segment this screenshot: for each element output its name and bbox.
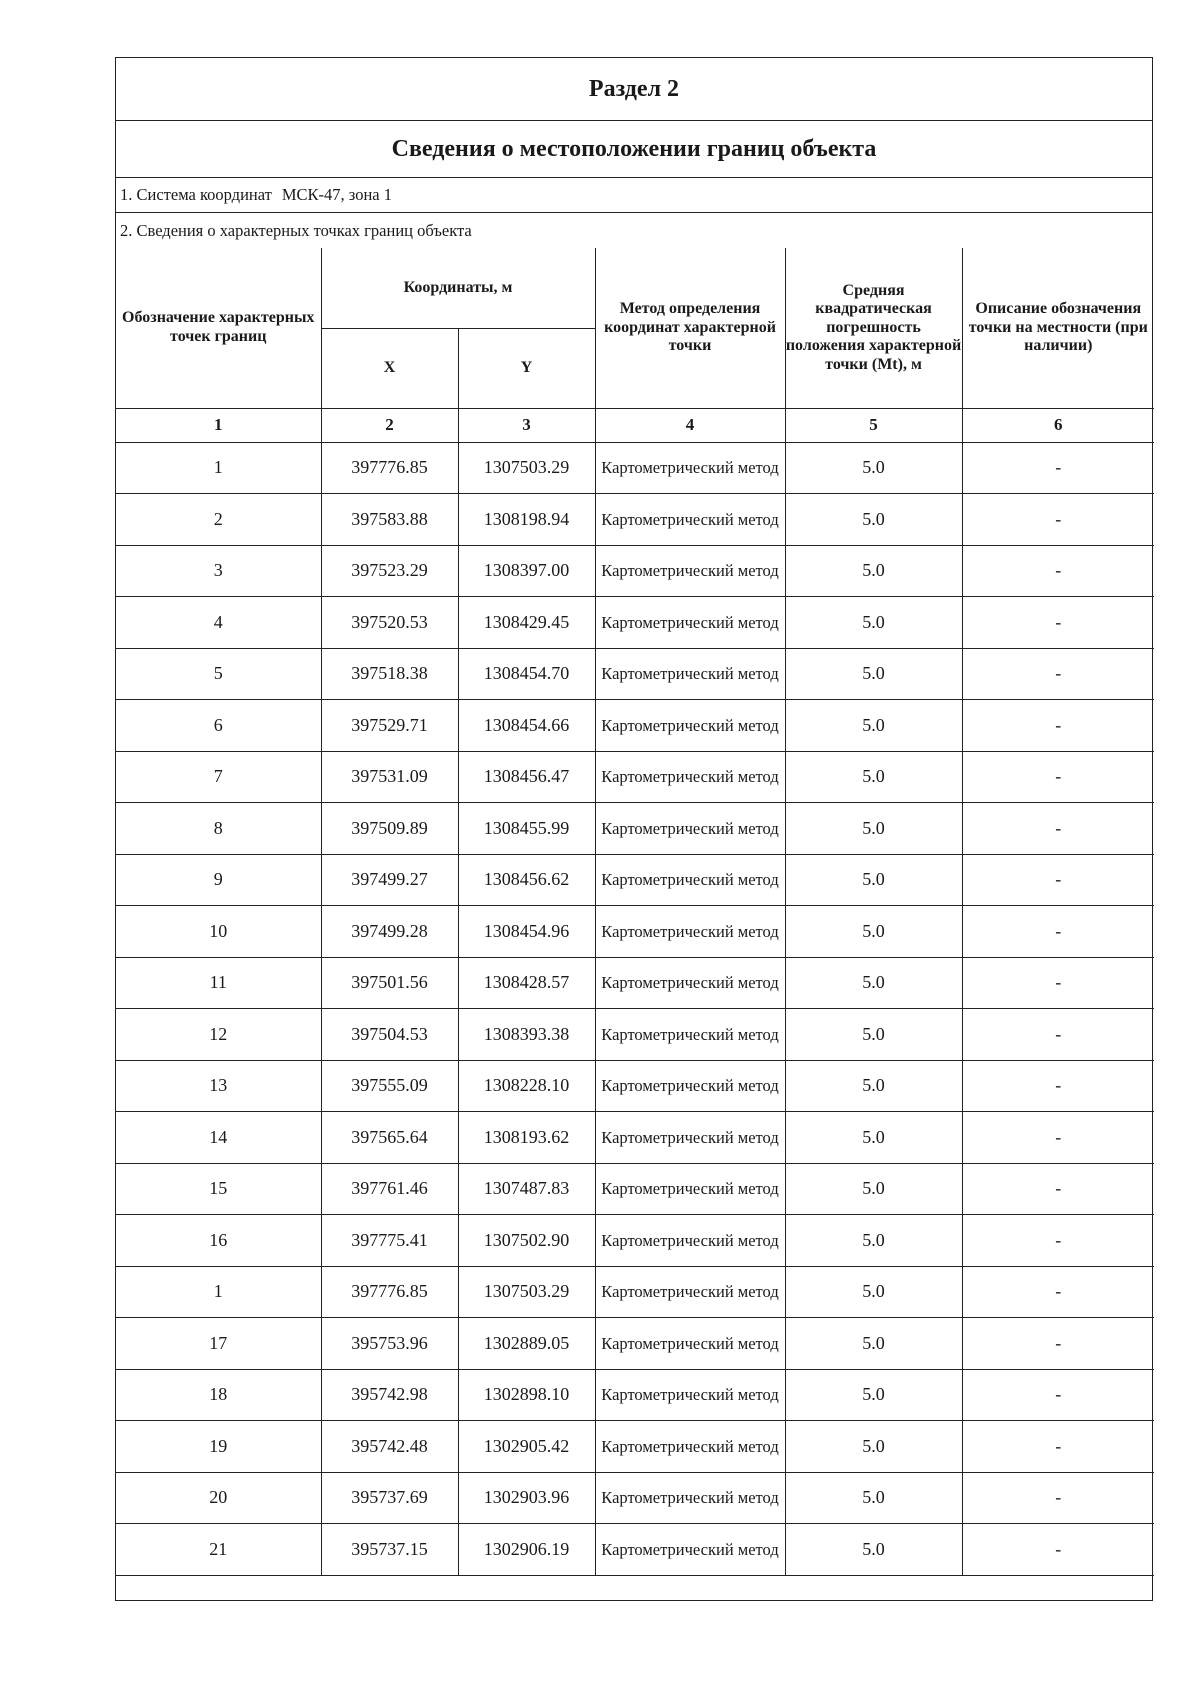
- cell-method: Картометрический метод: [595, 1266, 785, 1318]
- cell-method: Картометрический метод: [595, 1009, 785, 1061]
- cell-description: -: [962, 1524, 1154, 1576]
- cell-error: 5.0: [785, 854, 962, 906]
- cell-error: 5.0: [785, 1318, 962, 1370]
- document-title: Сведения о местоположении границ объекта: [116, 121, 1152, 178]
- cell-y: 1302905.42: [458, 1421, 595, 1473]
- cell-error: 5.0: [785, 751, 962, 803]
- table-row: [116, 854, 1154, 906]
- cell-description: -: [962, 1163, 1154, 1215]
- cell-method: Картометрический метод: [595, 1318, 785, 1370]
- cell-y: 1308455.99: [458, 803, 595, 855]
- cell-x: 397775.41: [321, 1215, 458, 1267]
- column-number: 3: [458, 408, 595, 442]
- table-row: [116, 700, 1154, 752]
- cell-method: Картометрический метод: [595, 1060, 785, 1112]
- cell-y: 1308454.70: [458, 648, 595, 700]
- cell-x: 395742.98: [321, 1369, 458, 1421]
- cell-point: 18: [116, 1369, 321, 1421]
- cell-method: Картометрический метод: [595, 957, 785, 1009]
- cell-point: 13: [116, 1060, 321, 1112]
- cell-x: 397776.85: [321, 442, 458, 494]
- cell-x: 395737.69: [321, 1472, 458, 1524]
- cell-y: 1307503.29: [458, 1266, 595, 1318]
- cell-description: -: [962, 1266, 1154, 1318]
- cell-y: 1308193.62: [458, 1112, 595, 1164]
- cell-point: 8: [116, 803, 321, 855]
- cell-error: 5.0: [785, 1266, 962, 1318]
- table-row: [116, 1060, 1154, 1112]
- cell-method: Картометрический метод: [595, 854, 785, 906]
- cell-method: Картометрический метод: [595, 906, 785, 958]
- cell-error: 5.0: [785, 1524, 962, 1576]
- cell-point: 20: [116, 1472, 321, 1524]
- table-row: [116, 1112, 1154, 1164]
- table-row: [116, 1163, 1154, 1215]
- column-number: 2: [321, 408, 458, 442]
- cell-point: 1: [116, 1266, 321, 1318]
- cell-method: Картометрический метод: [595, 700, 785, 752]
- table-row: [116, 1215, 1154, 1267]
- cell-point: 10: [116, 906, 321, 958]
- cell-x: 397504.53: [321, 1009, 458, 1061]
- cell-point: 21: [116, 1524, 321, 1576]
- cell-error: 5.0: [785, 442, 962, 494]
- cell-point: 17: [116, 1318, 321, 1370]
- cell-description: -: [962, 1369, 1154, 1421]
- cell-y: 1302903.96: [458, 1472, 595, 1524]
- cell-x: 397523.29: [321, 545, 458, 597]
- table-row: [116, 1524, 1154, 1576]
- cell-method: Картометрический метод: [595, 1369, 785, 1421]
- cell-error: 5.0: [785, 597, 962, 649]
- cell-point: 2: [116, 494, 321, 546]
- table-row: [116, 648, 1154, 700]
- cell-point: 14: [116, 1112, 321, 1164]
- cell-y: 1308429.45: [458, 597, 595, 649]
- header-description: Описание обозначения точки на местности (при наличии): [962, 248, 1154, 408]
- table-row: [116, 442, 1154, 494]
- cell-y: 1308198.94: [458, 494, 595, 546]
- cell-point: 15: [116, 1163, 321, 1215]
- cell-method: Картометрический метод: [595, 545, 785, 597]
- cell-method: Картометрический метод: [595, 1524, 785, 1576]
- cell-method: Картометрический метод: [595, 442, 785, 494]
- cell-x: 395742.48: [321, 1421, 458, 1473]
- cell-description: -: [962, 1421, 1154, 1473]
- cell-y: 1308456.47: [458, 751, 595, 803]
- cell-x: 397565.64: [321, 1112, 458, 1164]
- column-number: 1: [116, 408, 321, 442]
- boundary-points-table: [116, 248, 1154, 1576]
- table-row: [116, 494, 1154, 546]
- cell-error: 5.0: [785, 494, 962, 546]
- cell-error: 5.0: [785, 803, 962, 855]
- table-body: [116, 442, 1154, 1575]
- cell-description: -: [962, 854, 1154, 906]
- table-row: [116, 906, 1154, 958]
- cell-y: 1308393.38: [458, 1009, 595, 1061]
- cell-error: 5.0: [785, 1421, 962, 1473]
- table-row: [116, 1472, 1154, 1524]
- cell-description: -: [962, 1215, 1154, 1267]
- coordinate-system-value: МСК-47, зона 1: [281, 185, 392, 204]
- column-number: 5: [785, 408, 962, 442]
- cell-point: 11: [116, 957, 321, 1009]
- cell-x: 395753.96: [321, 1318, 458, 1370]
- cell-x: 397509.89: [321, 803, 458, 855]
- cell-point: 16: [116, 1215, 321, 1267]
- cell-error: 5.0: [785, 1163, 962, 1215]
- cell-error: 5.0: [785, 1009, 962, 1061]
- table-footer-space: [116, 1576, 1152, 1600]
- table-row: [116, 957, 1154, 1009]
- cell-x: 397555.09: [321, 1060, 458, 1112]
- header-method: Метод определения координат характерной точки: [595, 248, 785, 408]
- table-row: [116, 1009, 1154, 1061]
- header-x: X: [321, 328, 458, 408]
- cell-x: 397531.09: [321, 751, 458, 803]
- header-error: Средняя квадратическая погрешность положения характерной точки (Mt), м: [785, 248, 962, 408]
- column-number: 6: [962, 408, 1154, 442]
- cell-y: 1308456.62: [458, 854, 595, 906]
- cell-description: -: [962, 442, 1154, 494]
- cell-error: 5.0: [785, 700, 962, 752]
- coordinate-system-label: 1. Система координат: [120, 185, 272, 204]
- cell-error: 5.0: [785, 545, 962, 597]
- cell-description: -: [962, 751, 1154, 803]
- cell-method: Картометрический метод: [595, 597, 785, 649]
- cell-point: 12: [116, 1009, 321, 1061]
- header-designation: Обозначение характерных точек границ: [116, 248, 321, 408]
- table-row: [116, 1266, 1154, 1318]
- document-page: [115, 57, 1153, 1601]
- cell-error: 5.0: [785, 1060, 962, 1112]
- cell-x: 395737.15: [321, 1524, 458, 1576]
- cell-error: 5.0: [785, 648, 962, 700]
- coordinate-system-row: [116, 178, 1152, 213]
- cell-point: 9: [116, 854, 321, 906]
- cell-description: -: [962, 545, 1154, 597]
- cell-x: 397520.53: [321, 597, 458, 649]
- cell-description: -: [962, 906, 1154, 958]
- cell-description: -: [962, 1112, 1154, 1164]
- cell-error: 5.0: [785, 1215, 962, 1267]
- header-y: Y: [458, 328, 595, 408]
- cell-x: 397499.27: [321, 854, 458, 906]
- cell-method: Картометрический метод: [595, 648, 785, 700]
- cell-point: 6: [116, 700, 321, 752]
- cell-method: Картометрический метод: [595, 1472, 785, 1524]
- cell-y: 1302906.19: [458, 1524, 595, 1576]
- cell-description: -: [962, 1060, 1154, 1112]
- table-row: [116, 803, 1154, 855]
- cell-description: -: [962, 1009, 1154, 1061]
- points-caption: 2. Сведения о характерных точках границ объекта: [120, 220, 472, 240]
- cell-method: Картометрический метод: [595, 494, 785, 546]
- table-row: [116, 545, 1154, 597]
- cell-error: 5.0: [785, 1112, 962, 1164]
- cell-point: 5: [116, 648, 321, 700]
- cell-method: Картометрический метод: [595, 1421, 785, 1473]
- cell-description: -: [962, 1318, 1154, 1370]
- cell-x: 397529.71: [321, 700, 458, 752]
- cell-x: 397761.46: [321, 1163, 458, 1215]
- cell-point: 19: [116, 1421, 321, 1473]
- cell-method: Картометрический метод: [595, 1163, 785, 1215]
- cell-error: 5.0: [785, 906, 962, 958]
- cell-error: 5.0: [785, 1472, 962, 1524]
- cell-y: 1308454.66: [458, 700, 595, 752]
- table-row: [116, 751, 1154, 803]
- cell-method: Картометрический метод: [595, 803, 785, 855]
- cell-x: 397499.28: [321, 906, 458, 958]
- cell-description: -: [962, 494, 1154, 546]
- section-heading: Раздел 2: [116, 58, 1152, 121]
- cell-x: 397501.56: [321, 957, 458, 1009]
- cell-y: 1308228.10: [458, 1060, 595, 1112]
- table-row: [116, 1318, 1154, 1370]
- cell-x: 397776.85: [321, 1266, 458, 1318]
- cell-y: 1308397.00: [458, 545, 595, 597]
- cell-y: 1307503.29: [458, 442, 595, 494]
- cell-point: 3: [116, 545, 321, 597]
- cell-y: 1308454.96: [458, 906, 595, 958]
- cell-x: 397583.88: [321, 494, 458, 546]
- cell-y: 1307487.83: [458, 1163, 595, 1215]
- cell-y: 1307502.90: [458, 1215, 595, 1267]
- cell-description: -: [962, 1472, 1154, 1524]
- cell-description: -: [962, 648, 1154, 700]
- cell-y: 1308428.57: [458, 957, 595, 1009]
- cell-error: 5.0: [785, 957, 962, 1009]
- cell-method: Картометрический метод: [595, 1112, 785, 1164]
- cell-description: -: [962, 700, 1154, 752]
- cell-x: 397518.38: [321, 648, 458, 700]
- cell-method: Картометрический метод: [595, 1215, 785, 1267]
- table-row: [116, 1421, 1154, 1473]
- cell-y: 1302889.05: [458, 1318, 595, 1370]
- cell-description: -: [962, 957, 1154, 1009]
- table-row: [116, 1369, 1154, 1421]
- cell-point: 4: [116, 597, 321, 649]
- cell-error: 5.0: [785, 1369, 962, 1421]
- cell-point: 7: [116, 751, 321, 803]
- table-row: [116, 597, 1154, 649]
- cell-description: -: [962, 803, 1154, 855]
- header-coordinates: Координаты, м: [321, 248, 595, 328]
- cell-method: Картометрический метод: [595, 751, 785, 803]
- cell-description: -: [962, 597, 1154, 649]
- column-number: 4: [595, 408, 785, 442]
- cell-y: 1302898.10: [458, 1369, 595, 1421]
- cell-point: 1: [116, 442, 321, 494]
